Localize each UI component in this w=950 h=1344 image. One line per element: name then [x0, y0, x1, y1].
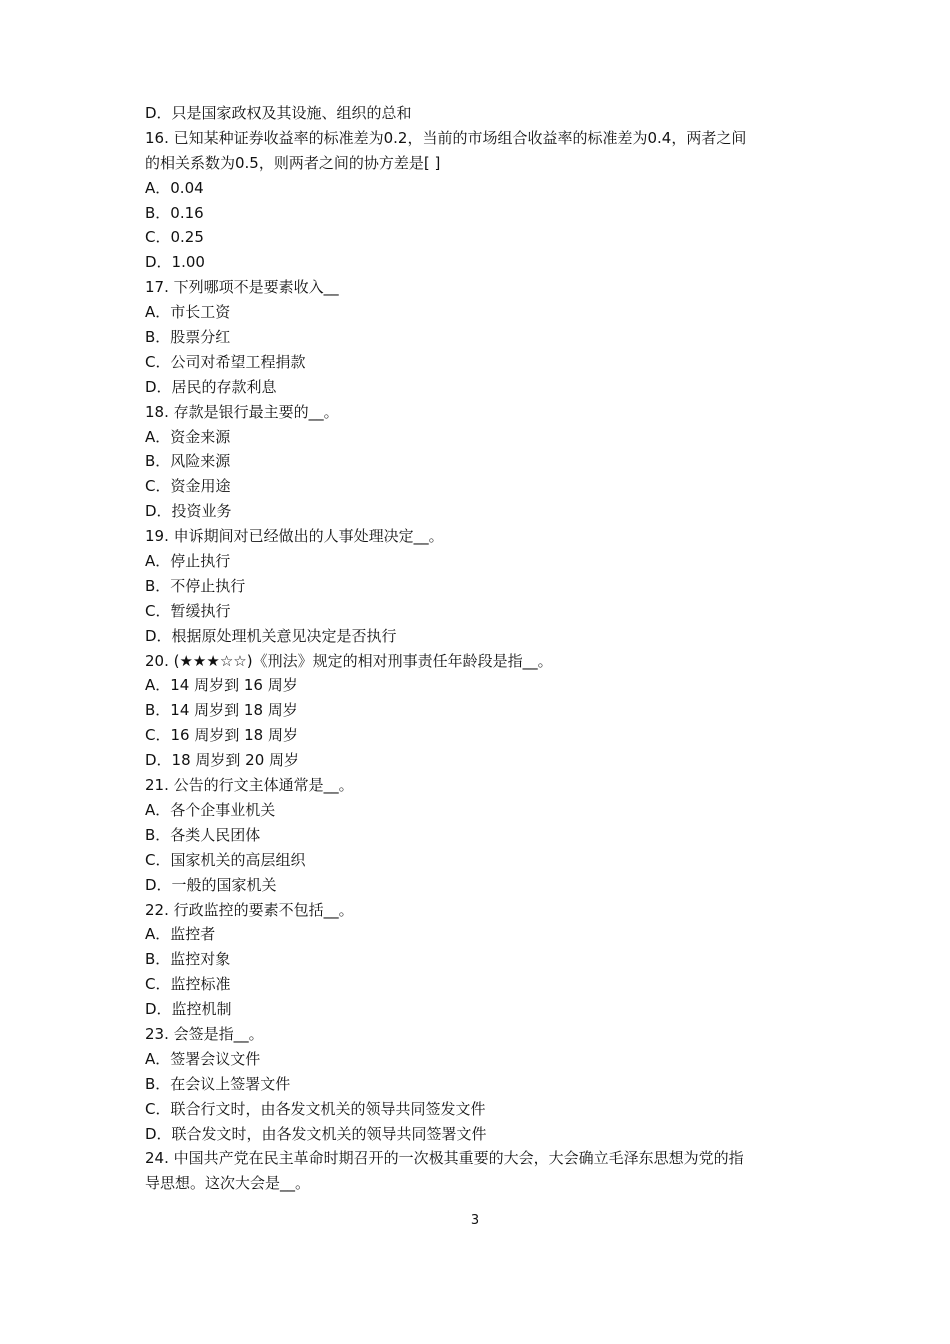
document-body [145, 101, 815, 1196]
text-line: B．0.16 [145, 203, 204, 222]
text-line: C．联合行文时，由各发文机关的领导共同签发文件 [145, 1099, 486, 1118]
page-number: 3 [470, 1213, 480, 1228]
text-line: B．风险来源 [145, 452, 231, 471]
text-line: 的相关系数为0.5，则两者之间的协方差是[ ] [145, 153, 441, 172]
text-line: A．14 周岁到 16 周岁 [145, 676, 298, 695]
text-line: D．投资业务 [145, 502, 232, 521]
text-line: A．监控者 [145, 925, 216, 944]
text-line: A．签署会议文件 [145, 1049, 261, 1068]
text-line: A．市长工资 [145, 303, 231, 322]
text-line: C．暂缓执行 [145, 601, 231, 620]
text-line: A．停止执行 [145, 552, 231, 571]
text-line: D．一般的国家机关 [145, 875, 277, 894]
text-line: C．资金用途 [145, 477, 231, 496]
text-line: D．1.00 [145, 253, 205, 272]
text-line: C．0.25 [145, 228, 204, 247]
text-line: B．在会议上签署文件 [145, 1074, 291, 1093]
text-line: C．公司对希望工程捐款 [145, 352, 306, 371]
text-line: 20. (★★★☆☆)《刑法》规定的相对刑事责任年龄段是指__。 [145, 651, 553, 670]
text-line: A．各个企事业机关 [145, 800, 276, 819]
text-line: A．资金来源 [145, 427, 231, 446]
text-line: D．18 周岁到 20 周岁 [145, 751, 300, 770]
text-line: 16. 已知某种证券收益率的标准差为0.2，当前的市场组合收益率的标准差为0.4，两者之间 [145, 128, 747, 147]
text-line: B．14 周岁到 18 周岁 [145, 701, 298, 720]
text-line: D．居民的存款利息 [145, 377, 277, 396]
text-line: B．不停止执行 [145, 576, 246, 595]
text-line: 19. 申诉期间对已经做出的人事处理决定__。 [145, 527, 444, 546]
text-line: 18. 存款是银行最主要的__。 [145, 402, 339, 421]
text-line: 23. 会签是指__。 [145, 1024, 264, 1043]
text-line: 22. 行政监控的要素不包括__。 [145, 900, 354, 919]
text-line: B．监控对象 [145, 950, 231, 969]
text-line: C．监控标准 [145, 975, 231, 994]
text-line: 导思想。这次大会是__。 [145, 1174, 311, 1193]
text-line: B．各类人民团体 [145, 825, 261, 844]
text-line: D．联合发文时，由各发文机关的领导共同签署文件 [145, 1124, 487, 1143]
text-line: C．国家机关的高层组织 [145, 850, 306, 869]
text-line: A．0.04 [145, 178, 204, 197]
text-line: 21. 公告的行文主体通常是__。 [145, 776, 354, 795]
text-line: C．16 周岁到 18 周岁 [145, 726, 298, 745]
text-line: D．根据原处理机关意见决定是否执行 [145, 626, 397, 645]
text-line: 17. 下列哪项不是要素收入__ [145, 278, 339, 297]
text-line: D．监控机制 [145, 1000, 232, 1019]
text-line: B．股票分红 [145, 328, 231, 347]
text-line: D．只是国家政权及其设施、组织的总和 [145, 104, 412, 122]
text-line: 24. 中国共产党在民主革命时期召开的一次极其重要的大会，大会确立毛泽东思想为党的指 [145, 1149, 744, 1168]
